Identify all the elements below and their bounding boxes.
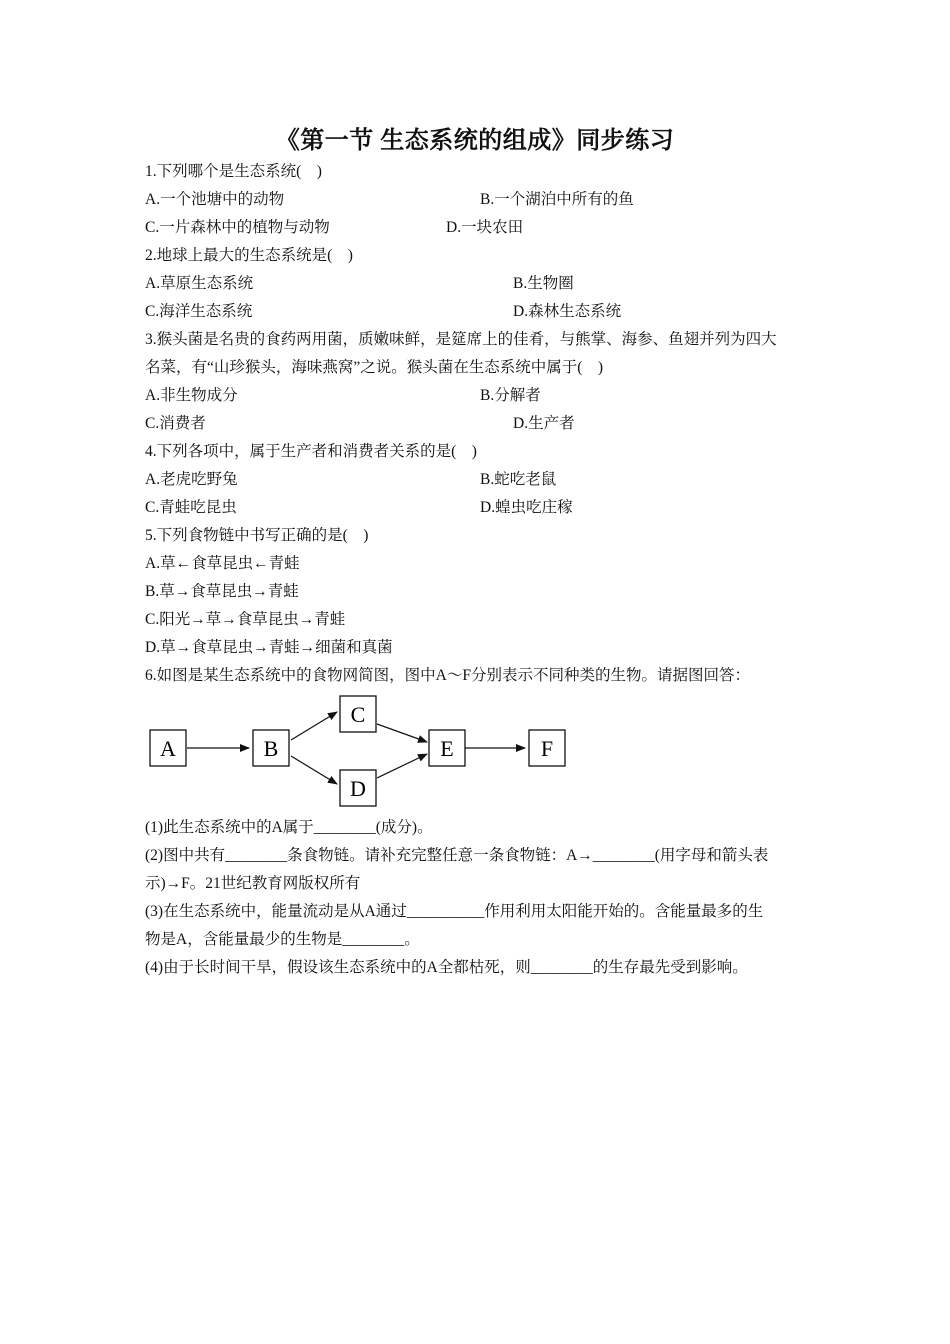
q1-option-a: A.一个池塘中的动物 — [145, 191, 285, 208]
q2-option-a: A.草原生态系统 — [145, 275, 254, 292]
q5-option-b: B.草→食草昆虫→青蛙 — [145, 583, 299, 600]
node-f — [529, 730, 565, 766]
q5-option-d: D.草→食草昆虫→青蛙→细菌和真菌 — [145, 639, 393, 656]
page-title: 《第一节 生态系统的组成》同步练习 — [275, 128, 675, 154]
q5-stem: 5.下列食物链中书写正确的是( ) — [145, 527, 369, 544]
svg-text:A: A — [160, 736, 176, 761]
q3-stem-line1: 3.猴头菌是名贵的食药两用菌，质嫩味鲜，是筵席上的佳肴，与熊掌、海参、鱼翅并列为四大 — [145, 331, 777, 348]
svg-text:D: D — [350, 776, 366, 801]
q4-option-d: D.蝗虫吃庄稼 — [480, 499, 573, 516]
arrow-b-to-c — [291, 712, 337, 740]
q4-option-c: C.青蛙吃昆虫 — [145, 499, 237, 516]
q5-option-c: C.阳光→草→食草昆虫→青蛙 — [145, 611, 346, 628]
arrow-b-to-d — [291, 756, 337, 784]
q6-sub3-line1: (3)在生态系统中，能量流动是从A通过__________作用利用太阳能开始的。含能量最多的生 — [145, 903, 764, 920]
q3-option-d: D.生产者 — [513, 415, 575, 432]
svg-text:E: E — [440, 736, 454, 761]
q4-option-a: A.老虎吃野兔 — [145, 471, 238, 488]
q6-sub2-line2: 示)→F。21世纪教育网版权所有 — [145, 875, 361, 892]
q2-option-b: B.生物圈 — [513, 275, 574, 292]
svg-text:F: F — [540, 736, 554, 761]
food-web-diagram — [145, 690, 575, 810]
q6-sub2-line1: (2)图中共有________条食物链。请补充完整任意一条食物链：A→________(用字母和箭头表 — [145, 847, 769, 864]
q1-option-b: B.一个湖泊中所有的鱼 — [480, 191, 634, 208]
q1-option-c: C.一片森林中的植物与动物 — [145, 219, 330, 236]
q2-option-c: C.海洋生态系统 — [145, 303, 253, 320]
q4-option-b: B.蛇吃老鼠 — [480, 471, 557, 488]
q3-option-b: B.分解者 — [480, 387, 541, 404]
q4-stem: 4.下列各项中，属于生产者和消费者关系的是( ) — [145, 443, 477, 460]
q1-option-d: D.一块农田 — [446, 219, 524, 236]
q6-stem: 6.如图是某生态系统中的食物网简图，图中A～F分别表示不同种类的生物。请据图回答： — [145, 667, 750, 684]
node-e — [429, 730, 465, 766]
svg-text:C: C — [350, 702, 366, 727]
q2-stem: 2.地球上最大的生态系统是( ) — [145, 247, 353, 264]
q3-option-a: A.非生物成分 — [145, 387, 238, 404]
q6-sub1: (1)此生态系统中的A属于________(成分)。 — [145, 819, 433, 836]
q3-stem-line2: 名菜，有“山珍猴头，海味燕窝”之说。猴头菌在生态系统中属于( ) — [145, 359, 604, 376]
q6-sub4: (4)由于长时间干旱，假设该生态系统中的A全都枯死，则________的生存最先受到影响。 — [145, 959, 748, 976]
q1-stem: 1.下列哪个是生态系统( ) — [145, 163, 322, 180]
q5-option-a: A.草←食草昆虫←青蛙 — [145, 555, 300, 572]
q6-sub3-line2: 物是A，含能量最少的生物是________。 — [145, 931, 420, 948]
svg-text:B: B — [263, 736, 279, 761]
node-d — [340, 770, 376, 806]
node-c — [340, 696, 376, 732]
node-b — [253, 730, 289, 766]
node-a — [150, 730, 186, 766]
arrow-d-to-e — [377, 754, 427, 778]
arrow-c-to-e — [377, 724, 427, 742]
q2-option-d: D.森林生态系统 — [513, 303, 622, 320]
q3-option-c: C.消费者 — [145, 415, 206, 432]
